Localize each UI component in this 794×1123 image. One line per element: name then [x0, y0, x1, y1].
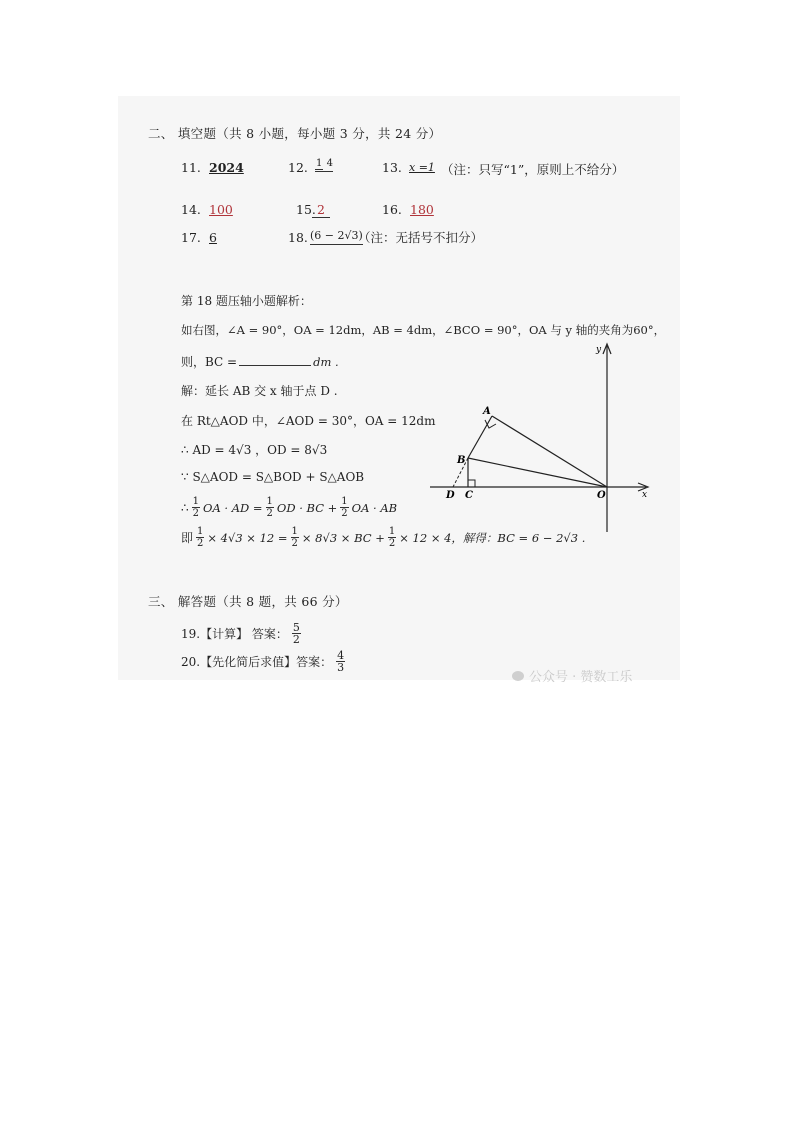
answer-12-numerator: 1 [316, 157, 323, 169]
geometry-figure [424, 340, 660, 540]
label-B: B [457, 455, 466, 466]
half-denominator: 2 [266, 508, 273, 519]
answer-13-value: x =1 [409, 161, 435, 174]
half-numerator: 1 [266, 496, 273, 507]
expr-part-1: × 4√3 × 12 = [207, 530, 288, 545]
answer-19-numerator: 5 [292, 621, 300, 634]
answer-12-number: 12. [288, 160, 308, 175]
answer-14-value: 100 [209, 202, 233, 217]
answer-18-note: （注：无括号不扣分） [358, 230, 484, 245]
segment-AB [468, 416, 492, 458]
label-y: y [596, 345, 602, 355]
answer-20-denominator: 3 [337, 661, 345, 674]
half-denominator: 2 [291, 538, 298, 549]
answer-12-fraction [315, 154, 333, 173]
answer-17-value: 6 [209, 230, 217, 245]
answer-11-value: 2024 [209, 160, 244, 175]
half-denominator: 2 [197, 538, 204, 549]
area-term-2: OD · BC + [276, 500, 338, 515]
namely-label: 即 [181, 531, 194, 545]
section3-heading: 三、 解答题（共 8 题，共 66 分） [148, 594, 348, 609]
label-O: O [597, 490, 606, 501]
label-x: x [642, 490, 648, 500]
answer-17-number: 17. [181, 230, 201, 245]
analysis-question-text: 则，BC = [181, 355, 238, 369]
answer-20 [181, 650, 345, 673]
wechat-icon [512, 671, 524, 681]
answer-16-value: 180 [410, 202, 434, 217]
half-denominator: 2 [192, 508, 200, 519]
analysis-title: 第 18 题压轴小题解析： [181, 294, 312, 308]
answer-19 [181, 622, 301, 645]
label-D: D [446, 490, 455, 501]
right-angle-C [468, 480, 475, 487]
label-A: A [483, 406, 491, 417]
segment-OB [468, 458, 607, 487]
answer-19-label: 19.【计算】 答案： [181, 627, 288, 641]
answer-12-denominator: 4 [326, 157, 333, 169]
half-numerator: 1 [192, 496, 200, 507]
label-C: C [465, 490, 473, 501]
area-term-3: OA · AB [351, 500, 398, 515]
analysis-given: 如右图，∠A = 90°，OA = 12dm，AB = 4dm，∠BCO = 90°，OA 与 y 轴的夹角为60°， [181, 323, 666, 337]
area-term-1: OA · AD = [203, 500, 263, 515]
segment-OA [492, 416, 607, 487]
half-numerator: 1 [197, 526, 204, 537]
analysis-solution-step5 [181, 496, 397, 519]
watermark [512, 666, 632, 685]
answer-20-label: 20.【先化简后求值】答案： [181, 655, 333, 669]
answer-19-denominator: 2 [292, 633, 300, 646]
analysis-question [181, 353, 339, 370]
answer-20-numerator: 4 [337, 649, 345, 662]
answer-18-number: 18. [288, 230, 308, 245]
answer-13-number: 13. [382, 160, 402, 175]
half-numerator: 1 [388, 526, 396, 537]
analysis-solution-step1: 解：延长 AB 交 x 轴于点 D . [181, 384, 338, 398]
answer-15-value: 2 [312, 202, 330, 218]
expr-part-3: × 12 × 4，解得：BC = 6 − 2√3 . [399, 530, 586, 545]
expr-part-2: × 8√3 × BC + [301, 530, 385, 545]
therefore-symbol: ∴ [181, 500, 189, 515]
right-angle-A [485, 420, 496, 428]
analysis-solution-step3: ∴ AD = 4√3 ，OD = 8√3 [181, 443, 328, 457]
answer-13-note: （注：只写“1”，原则上不给分） [441, 162, 625, 177]
answer-11-number: 11. [181, 160, 201, 175]
answer-14-number: 14. [181, 202, 201, 217]
answer-blank [239, 355, 311, 366]
half-denominator: 2 [388, 538, 396, 549]
analysis-question-unit: dm . [313, 355, 339, 369]
analysis-solution-step2: 在 Rt△AOD 中，∠AOD = 30°，OA = 12dm [181, 414, 436, 428]
half-denominator: 2 [341, 508, 348, 519]
answer-15-number: 15. [296, 202, 316, 217]
answer-18-value: (6 − 2√3) [310, 229, 363, 245]
watermark-text: 公众号 · 赞数工乐 [529, 670, 633, 685]
answer-16-number: 16. [382, 202, 402, 217]
half-numerator: 1 [291, 526, 298, 537]
half-numerator: 1 [341, 496, 348, 507]
section2-heading: 二、 填空题（共 8 小题，每小题 3 分，共 24 分） [148, 126, 442, 141]
analysis-solution-step4: ∵ S△AOD = S△BOD + S△AOB [181, 470, 365, 484]
